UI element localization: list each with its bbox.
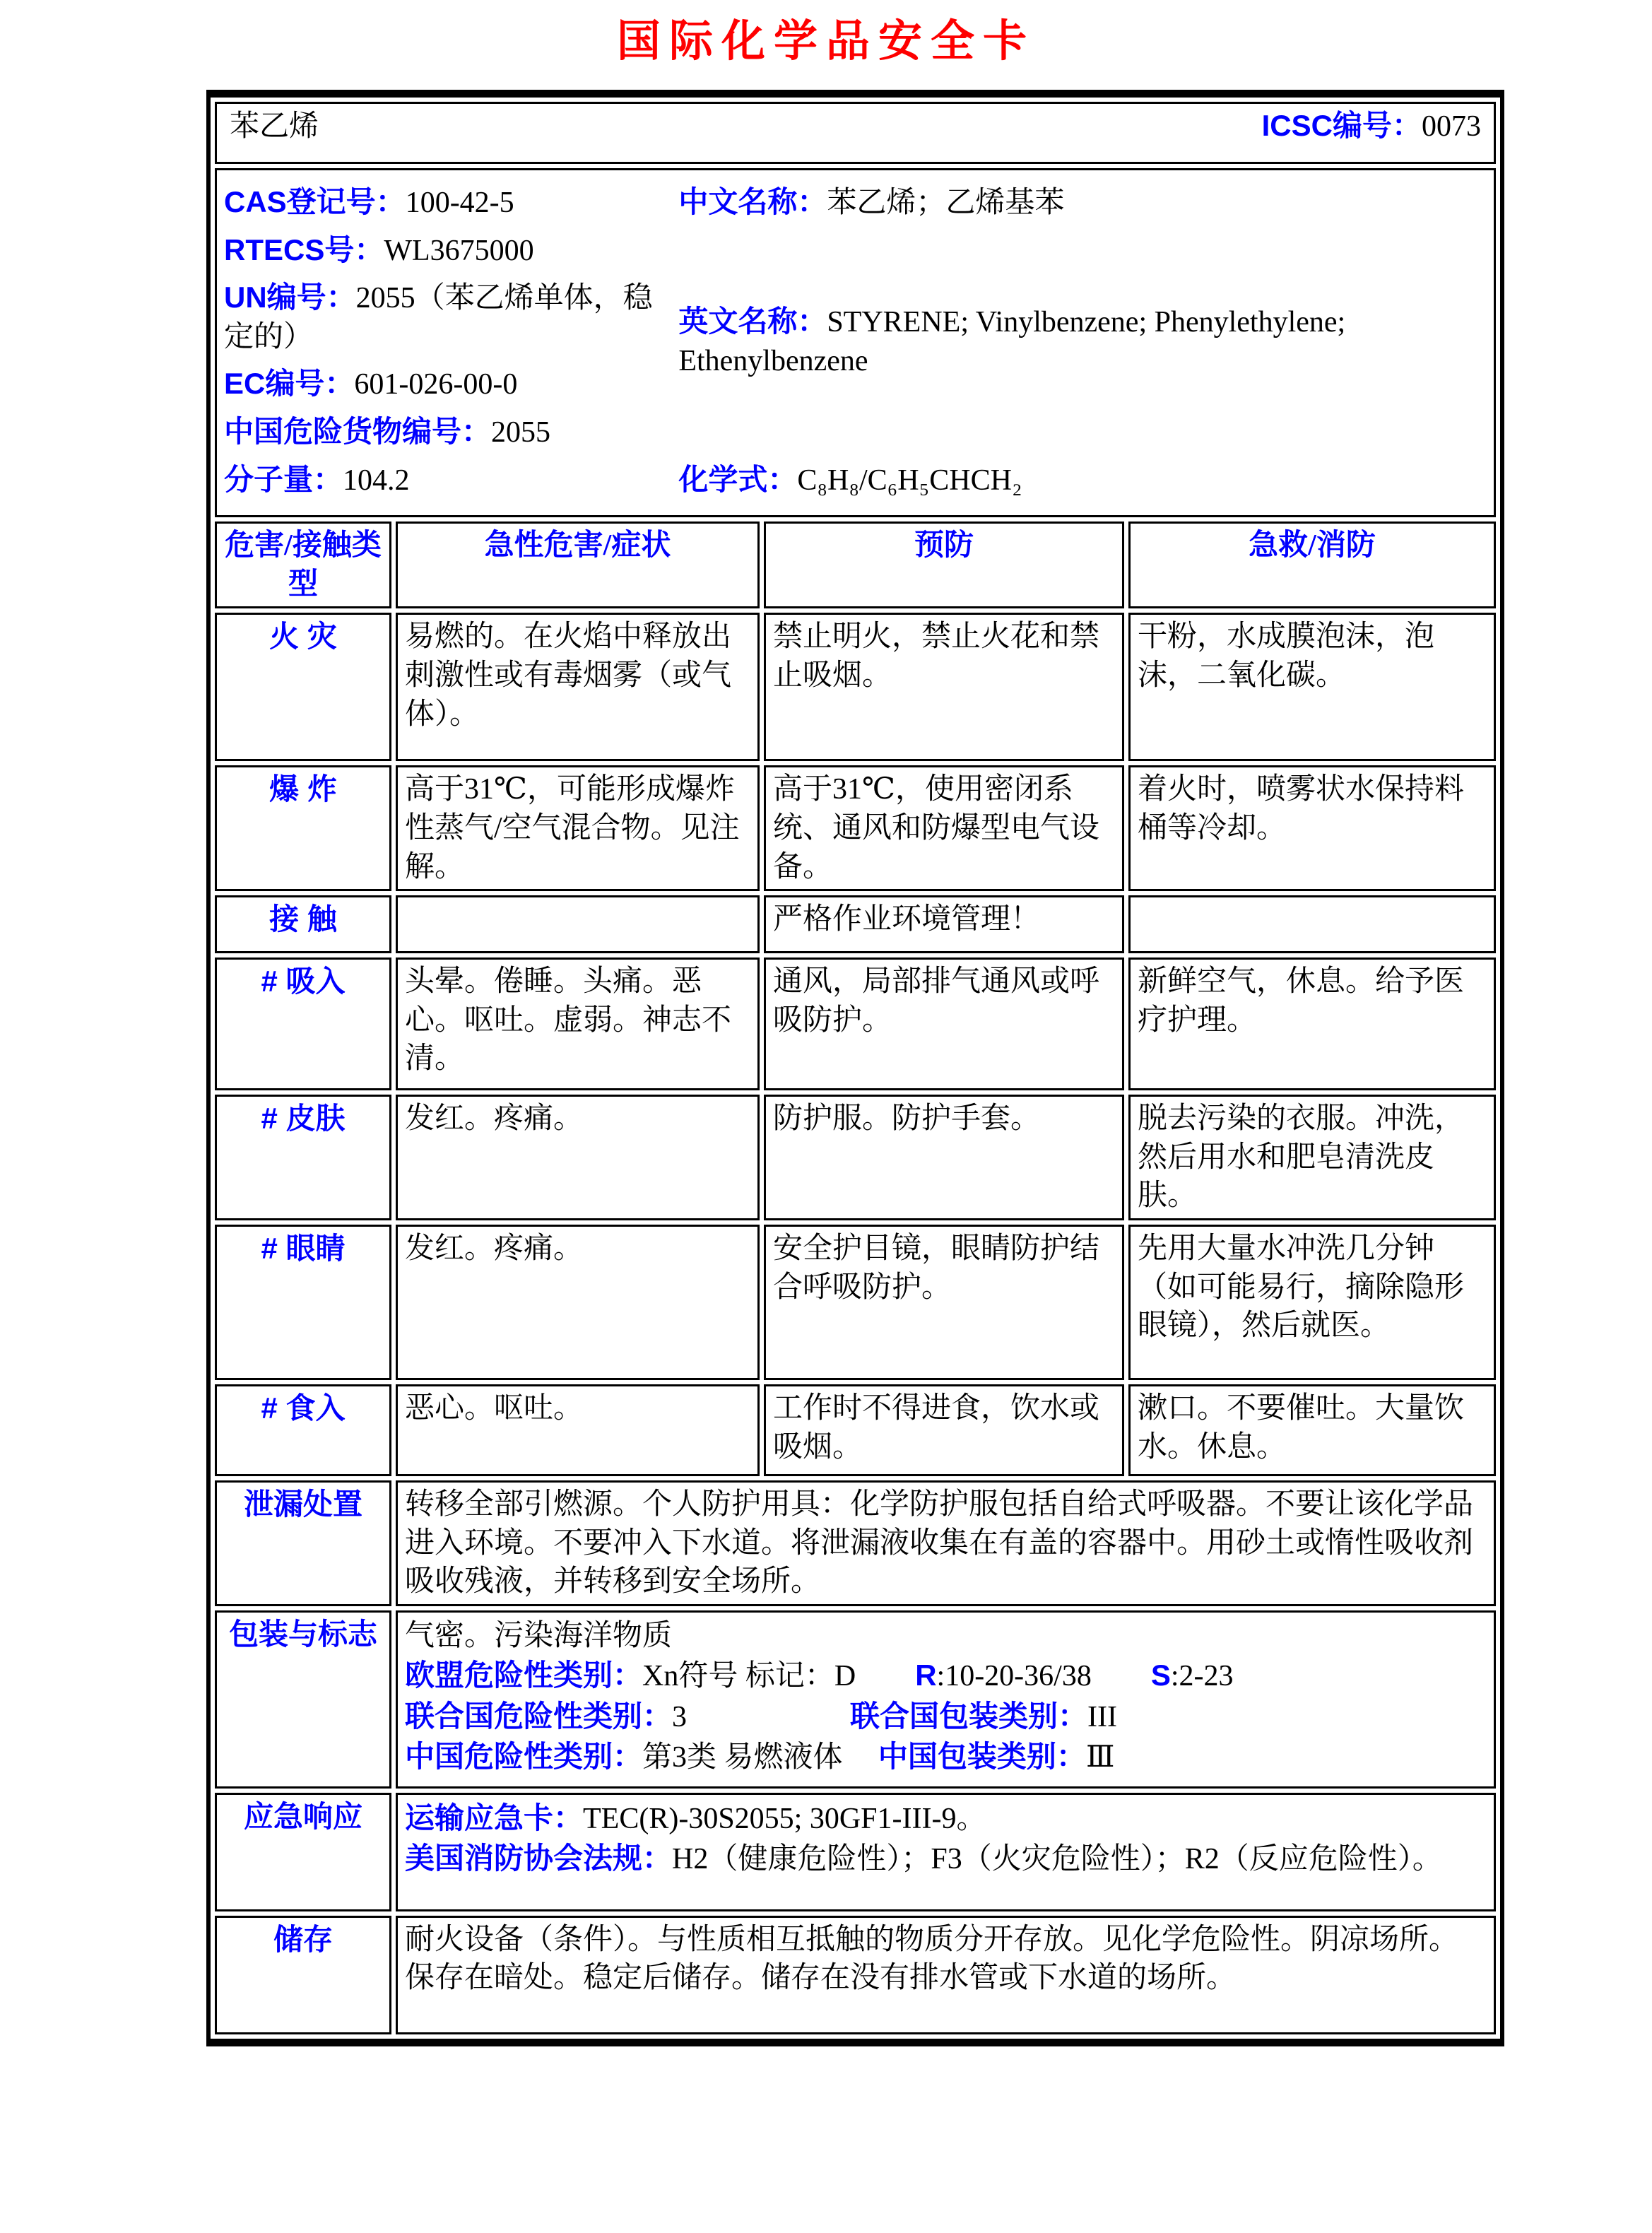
molecular-weight: 分子量：104.2 bbox=[224, 462, 410, 497]
icsc-number bbox=[1262, 107, 1481, 146]
exposure-symptoms bbox=[396, 895, 760, 953]
section-row-spill bbox=[215, 1480, 1496, 1606]
inhalation-response: 新鲜空气，休息。给予医疗护理。 bbox=[1128, 958, 1496, 1090]
identification-row bbox=[215, 168, 1496, 517]
inhalation-symptoms: 头晕。倦睡。头痛。恶心。呕吐。虚弱。神志不清。 bbox=[396, 958, 760, 1090]
china-dg-number: 中国危险货物编号：2055 bbox=[224, 414, 551, 449]
page-title: 国际化学品安全卡 bbox=[616, 17, 1035, 66]
exposure-response bbox=[1128, 895, 1496, 953]
emergency-line-terc: 运输应急卡：TEC(R)-30S2055; 30GF1-III-9。 bbox=[405, 1801, 986, 1835]
row-label-exposure: 接 触 bbox=[215, 895, 391, 953]
section-label-packaging: 包装与标志 bbox=[215, 1610, 391, 1789]
cas-number: CAS登记号：100-42-5 bbox=[224, 185, 514, 219]
icsc-card bbox=[206, 90, 1504, 2046]
card-header-cell bbox=[215, 102, 1496, 164]
packaging-line-china: 中国危险性类别：第3类 易燃液体 中国包装类别：Ⅲ bbox=[405, 1740, 1115, 1774]
eyes-prevention: 安全护目镜，眼睛防护结合呼吸防护。 bbox=[764, 1225, 1124, 1380]
substance-name: 苯乙烯 bbox=[230, 110, 319, 143]
icsc-number-label: ICSC编号： bbox=[1261, 109, 1422, 142]
hazard-header-prevention: 预防 bbox=[764, 522, 1124, 608]
exposure-prevention: 严格作业环境管理！ bbox=[764, 895, 1124, 953]
storage-text: 耐火设备（条件）。与性质相互抵触的物质分开存放。见化学危险性。阴凉场所。保存在暗处。稳定后储存。储存在没有排水管或下水道的场所。 bbox=[396, 1916, 1496, 2034]
section-label-emergency: 应急响应 bbox=[215, 1793, 391, 1911]
emergency-content bbox=[396, 1793, 1496, 1911]
packaging-line-sealing: 气密。污染海洋物质 bbox=[405, 1619, 673, 1652]
chemical-formula: 化学式：C₈H₈/C₆H₅CHCH₂ bbox=[678, 462, 1022, 497]
rtecs-number: RTECS号：WL3675000 bbox=[224, 232, 534, 267]
hazard-header-symptoms: 急性危害/症状 bbox=[396, 522, 760, 608]
eyes-symptoms: 发红。疼痛。 bbox=[396, 1225, 760, 1380]
inhalation-prevention: 通风，局部排气通风或呼吸防护。 bbox=[764, 958, 1124, 1090]
ingestion-symptoms: 恶心。呕吐。 bbox=[396, 1384, 760, 1476]
identification-left bbox=[224, 177, 678, 508]
identification-right bbox=[678, 177, 1487, 508]
hazard-row-skin bbox=[215, 1095, 1496, 1220]
packaging-line-eu: 欧盟危险性类别：Xn符号 标记：D R:10-20-36/38 S:2-23 bbox=[405, 1658, 1234, 1693]
hazard-row-fire bbox=[215, 613, 1496, 761]
skin-response: 脱去污染的衣服。冲洗，然后用水和肥皂清洗皮肤。 bbox=[1128, 1095, 1496, 1220]
row-label-ingestion: # 食入 bbox=[215, 1384, 391, 1476]
explosion-response: 着火时，喷雾状水保持料桶等冷却。 bbox=[1128, 765, 1496, 891]
fire-prevention: 禁止明火，禁止火花和禁止吸烟。 bbox=[764, 613, 1124, 761]
row-label-fire: 火 灾 bbox=[215, 613, 391, 761]
ingestion-prevention: 工作时不得进食，饮水或吸烟。 bbox=[764, 1384, 1124, 1476]
row-label-inhalation: # 吸入 bbox=[215, 958, 391, 1090]
explosion-prevention: 高于31℃，使用密闭系统、通风和防爆型电气设备。 bbox=[764, 765, 1124, 891]
skin-symptoms: 发红。疼痛。 bbox=[396, 1095, 760, 1220]
hazard-header-response: 急救/消防 bbox=[1128, 522, 1496, 608]
fire-symptoms: 易燃的。在火焰中释放出刺激性或有毒烟雾（或气体）。 bbox=[396, 613, 760, 761]
hazard-row-ingestion bbox=[215, 1384, 1496, 1476]
section-row-storage bbox=[215, 1916, 1496, 2034]
section-label-spill: 泄漏处置 bbox=[215, 1480, 391, 1606]
fire-response: 干粉，水成膜泡沫，泡沫，二氧化碳。 bbox=[1128, 613, 1496, 761]
ec-number: EC编号：601-026-00-0 bbox=[224, 367, 518, 401]
row-label-eyes: # 眼睛 bbox=[215, 1225, 391, 1380]
identification-cell bbox=[215, 168, 1496, 517]
card-header-row bbox=[215, 102, 1496, 164]
ingestion-response: 漱口。不要催吐。大量饮水。休息。 bbox=[1128, 1384, 1496, 1476]
explosion-symptoms: 高于31℃，可能形成爆炸性蒸气/空气混合物。见注解。 bbox=[396, 765, 760, 891]
section-row-packaging bbox=[215, 1610, 1496, 1789]
hazard-header-row bbox=[215, 522, 1496, 608]
section-label-storage: 储存 bbox=[215, 1916, 391, 2034]
hazard-row-explosion bbox=[215, 765, 1496, 891]
row-label-explosion: 爆 炸 bbox=[215, 765, 391, 891]
hazard-row-eyes bbox=[215, 1225, 1496, 1380]
icsc-number-value: 0073 bbox=[1422, 110, 1481, 143]
hazard-header-type: 危害/接触类型 bbox=[215, 522, 391, 608]
un-number: UN编号：2055（苯乙烯单体，稳定的） bbox=[224, 281, 653, 353]
emergency-line-nfpa: 美国消防协会法规：H2（健康危险性）；F3（火灾危险性）；R2（反应危险性）。 bbox=[405, 1842, 1442, 1876]
section-row-emergency bbox=[215, 1793, 1496, 1911]
english-name: 英文名称：STYRENE; Vinylbenzene; Phenylethylene; Ethenylbenzene bbox=[678, 304, 1346, 377]
hazard-row-exposure bbox=[215, 895, 1496, 953]
skin-prevention: 防护服。防护手套。 bbox=[764, 1095, 1124, 1220]
packaging-line-un: 联合国危险性类别：3 联合国包装类别：III bbox=[405, 1699, 1117, 1733]
row-label-skin: # 皮肤 bbox=[215, 1095, 391, 1220]
eyes-response: 先用大量水冲洗几分钟（如可能易行，摘除隐形眼镜），然后就医。 bbox=[1128, 1225, 1496, 1380]
packaging-content bbox=[396, 1610, 1496, 1789]
chinese-name: 中文名称：苯乙烯；乙烯基苯 bbox=[678, 185, 1065, 219]
hazard-row-inhalation bbox=[215, 958, 1496, 1090]
spill-text: 转移全部引燃源。个人防护用具：化学防护服包括自给式呼吸器。不要让该化学品进入环境。不要冲入下水道。将泄漏液收集在有盖的容器中。用砂土或惰性吸收剂吸收残液，并转移到安全场所。 bbox=[396, 1480, 1496, 1606]
